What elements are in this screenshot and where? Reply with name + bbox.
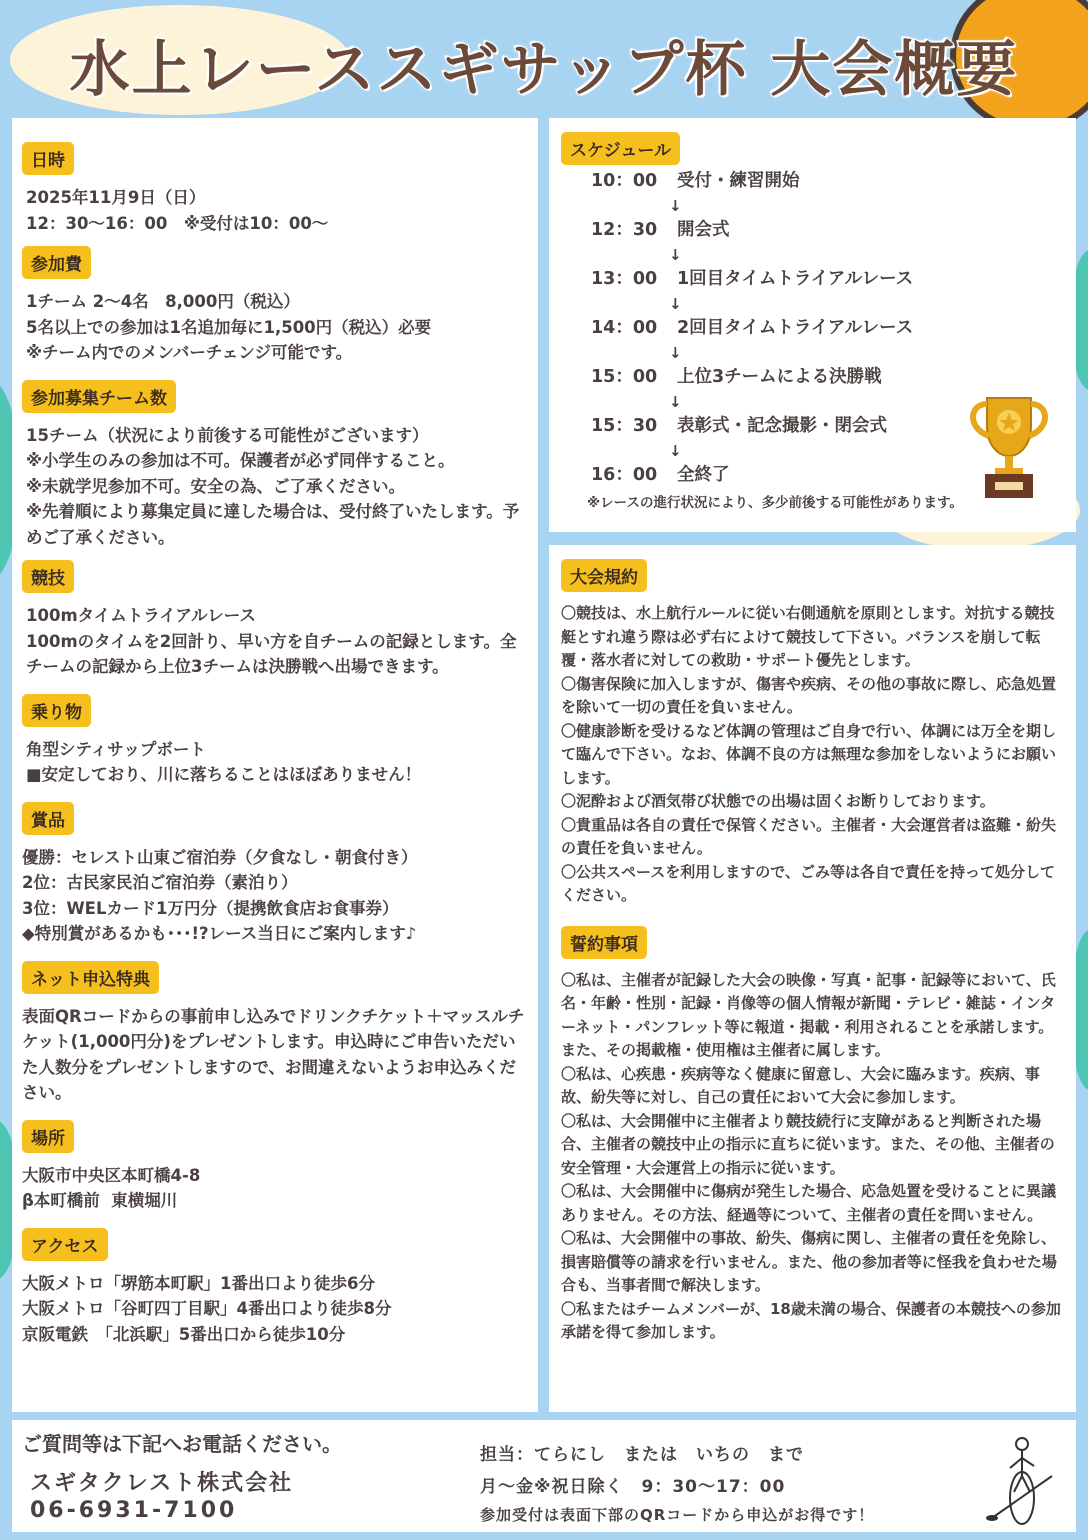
section-body [22,289,528,366]
section-line: 2位：古民家民泊ご宿泊券（素泊り） [22,873,298,892]
section [22,1120,528,1214]
section-line: 京阪電鉄 「北浜駅」5番出口から徒歩10分 [22,1324,346,1344]
section-body [22,1163,528,1214]
schedule-time: 15：30 [591,416,658,436]
schedule-row [591,218,1076,243]
pledge-tag: 誓約事項 [561,926,647,959]
section-tag: アクセス [22,1228,108,1261]
schedule-arrow: ↓ [669,246,682,264]
section-body [22,423,528,551]
schedule-event: 開会式 [677,220,730,240]
contact-person: 担当：てらにし または いちの まで [480,1445,804,1465]
section-line: 角型シティサップボート [26,739,206,759]
rule-item: 〇貴重品は各自の責任で保管ください。主催者・大会運営者は盗難・紛失の責任を負いません。 [561,815,1057,857]
rule-item: 〇公共スペースを利用しますので、ごみ等は各自で責任を持って処分してください。 [561,862,1055,904]
schedule-panel [549,118,1076,532]
section-body [22,603,528,680]
schedule-arrow: ↓ [669,344,682,362]
schedule-event: 上位3チームによる決勝戦 [677,367,882,387]
company-name: スギタクレスト株式会社 [30,1471,294,1496]
section [22,802,528,947]
section-line: 2025年11月9日（日） [26,188,206,207]
schedule-note: ※レースの進行状況により、多少前後する可能性があります。 [587,495,963,511]
section [22,1228,528,1348]
schedule-time: 14：00 [591,318,658,338]
section-line: 12：30～16：00 ※受付は10：00～ [26,213,329,233]
section-line: 優勝：セレスト山東ご宿泊券（夕食なし・朝食付き） [22,847,418,867]
section [22,560,528,680]
section-body [22,845,528,947]
schedule-arrow: ↓ [669,295,682,313]
section-body [22,1271,528,1348]
section-line: 100mタイムトライアルレース [26,606,256,625]
schedule-event: 1回目タイムトライアルレース [677,269,914,289]
page-title: 水上レーススギサップ杯 大会概要 [69,35,1019,105]
schedule-tag: スケジュール [561,132,680,165]
section-line: 1チーム 2～4名 8,000円（税込） [26,292,300,311]
schedule-event: 受付・練習開始 [677,171,800,191]
section [22,142,528,236]
section-tag: 参加募集チーム数 [22,380,176,413]
section-tag: 乗り物 [22,694,91,727]
pledge-item: 〇私は、大会開催中に傷病が発生した場合、応急処置を受けることに異議ありません。その方法、経過等について、主催者の責任を問いません。 [561,1182,1057,1224]
section-line: ◆特別賞があるかも･･･!?レース当日にご案内します♪ [22,924,417,943]
section-line: ※チーム内でのメンバーチェンジ可能です。 [26,343,353,362]
section-line: ※小学生のみの参加は不可。保護者が必ず同伴すること。 [26,451,455,470]
schedule-arrow: ↓ [669,442,682,460]
section-line: ※先着順により募集定員に達した場合は、受付終了いたします。予めご了承ください。 [26,502,520,547]
section-tag: 賞品 [22,802,74,835]
schedule-time: 12：30 [591,220,658,240]
rules-tag: 大会規約 [561,559,647,592]
rules-panel [549,545,1076,1412]
section-line: 表面QRコードからの事前申し込みでドリンクチケット＋マッスルチケット(1,000円分)をプレゼントします。申込時にご申告いただいた人数分をプレゼントしますので、お間違えないようお申込みください。 [22,1006,525,1102]
rule-item: 〇泥酔および酒気帯び状態での出場は固くお断りしております。 [561,792,995,810]
section-line: 大阪メトロ「谷町四丁目駅」4番出口より徒歩8分 [22,1299,392,1318]
schedule-time: 10：00 [591,171,658,191]
schedule-arrow: ↓ [669,197,682,215]
trophy-icon [959,388,1059,500]
section-line: 100mのタイムを2回計り、早い方を自チームの記録とします。全チームの記録から上位3チームは決勝戦へ出場できます。 [26,631,517,676]
section-line: 3位：WELカード1万円分（提携飲食店お食事券） [22,898,399,918]
rule-item: 〇健康診断を受けるなど体調の管理はご自身で行い、体調には万全を期して臨んで下さい。なお、体調不良の方は無理な参加をしないようにお願いします。 [561,721,1057,787]
schedule-arrow: ↓ [669,393,682,411]
section-body [22,737,528,788]
qr-notice: 参加受付は表面下部のQRコードから申込がお得です！ [480,1506,875,1524]
section [22,961,528,1106]
schedule-time: 13：00 [591,269,658,289]
section-line: 5名以上での参加は1名追加毎に1,500円（税込）必要 [26,317,432,337]
section-line: ※未就学児参加不可。安全の為、ご了承ください。 [26,476,406,496]
section-tag: 参加費 [22,246,91,279]
schedule-event: 表彰式・記念撮影・閉会式 [677,416,887,436]
pledge-item: 〇私は、大会開催中の事故、紛失、傷病に関し、主催者の責任を免除し、損害賠償等の請求を行いません。また、他の参加者等に怪我を負わせた場合も、当事者間で解決します。 [561,1229,1057,1294]
section-line: β本町橋前 東横堀川 [22,1191,178,1210]
section-tag: 日時 [22,142,74,175]
business-hours: 月～金※祝日除く 9：30～17：00 [480,1477,786,1497]
pledge-item: 〇私は、主催者が記録した大会の映像・写真・記事・記録等において、氏名・年齢・性別・記録・肖像等の個人情報が新聞・テレビ・雑誌・インターネット・パンフレット等に報道・掲載・利用されることを承諾します。また、その掲載権・使用権は主催者に属します。 [561,970,1056,1059]
section-tag: ネット申込特典 [22,961,159,994]
section-body [22,1004,528,1106]
section-line: ■安定しており、川に落ちることはほぼありません！ [26,765,422,784]
schedule-event: 2回目タイムトライアルレース [677,318,914,338]
section-line: 大阪メトロ「堺筋本町駅」1番出口より徒歩6分 [22,1273,375,1293]
pledge-item: 〇私は、大会開催中に主催者より競技続行に支障があると判断された場合、主催者の競技中止の指示に直ちに従います。また、その他、主催者の安全管理・大会運営上の指示に従います。 [561,1111,1055,1177]
rule-item: 〇競技は、水上航行ルールに従い右側通航を原則とします。対抗する競技艇とすれ違う際は必ず右によけて競技して下さい。バランスを崩して転覆・落水者に対しての救助・サポート優先とします。 [561,604,1055,669]
schedule-event: 全終了 [677,465,730,485]
section-tag: 競技 [22,560,74,593]
schedule-row [591,316,1076,341]
section-tag: 場所 [22,1120,74,1153]
phone-number[interactable]: 06-6931-7100 [30,1498,238,1523]
section-line: 大阪市中央区本町橋4-8 [22,1165,201,1185]
footer-panel [12,1420,1076,1532]
left-panel [12,118,538,1412]
schedule-row [591,169,1076,194]
section [22,694,528,788]
footer-question: ご質問等は下記へお電話ください。 [22,1432,342,1456]
schedule-row [591,267,1076,292]
pledge-item: 〇私は、心疾患・疾病等なく健康に留意し、大会に臨みます。疾病、事故、紛失等に対し、自己の責任において大会に参加します。 [561,1064,1040,1106]
schedule-time: 15：00 [591,367,658,387]
section [22,246,528,366]
schedule-row [591,365,1076,390]
pledge-item: 〇私またはチームメンバーが、18歳未満の場合、保護者の本競技への参加承諾を得て参加します。 [561,1299,1061,1341]
section-line: 15チーム（状況により前後する可能性がございます） [26,425,429,445]
sup-paddler-icon [982,1436,1062,1526]
section [22,380,528,551]
section-body [22,185,528,236]
schedule-time: 16：00 [591,465,658,485]
rule-item: 〇傷害保険に加入しますが、傷害や疾病、その他の事故に際し、応急処置を除いて一切の責任を負いません。 [561,674,1057,716]
